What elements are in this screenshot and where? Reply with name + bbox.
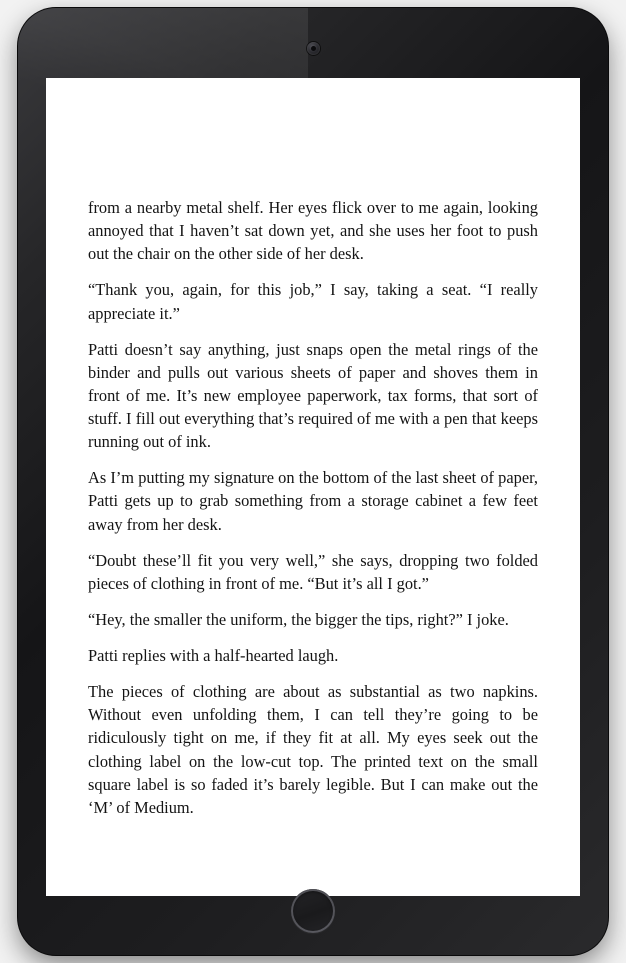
body-paragraph: As I’m putting my signature on the bottom of the last sheet of paper, Patti gets up to grab something from a storage cabinet a few feet away from her desk.	[88, 468, 538, 534]
body-paragraph: “Doubt these’ll fit you very well,” she says, dropping two folded pieces of clothing in front of me. “But it’s all I got.”	[88, 550, 538, 593]
home-button[interactable]	[291, 889, 335, 933]
body-paragraph: “Thank you, again, for this job,” I say, taking a seat. “I really appreciate it.”	[88, 280, 538, 323]
body-paragraph: Patti doesn’t say anything, just snaps open the metal rings of the binder and pulls out various sheets of paper and shoves them in front of me. It’s new employee paperwork, tax forms, that sort of stuff. I fill out everything that’s required of me with a pen that keeps running out of ink.	[88, 339, 538, 452]
tablet-device-frame	[18, 8, 608, 955]
body-paragraph: “Hey, the smaller the uniform, the bigger the tips, right?” I joke.	[88, 609, 509, 629]
reader-page[interactable]	[46, 78, 580, 896]
body-paragraph: from a nearby metal shelf. Her eyes flick over to me again, looking annoyed that I haven’t sat down yet, and she uses her foot to push out the chair on the other side of her desk.	[88, 198, 538, 264]
camera-icon	[307, 42, 320, 55]
camera-lens	[311, 46, 316, 51]
body-paragraph: Patti replies with a half-hearted laugh.	[88, 646, 339, 665]
body-paragraph: The pieces of clothing are about as substantial as two napkins. Without even unfolding them, I can tell they’re going to be ridiculously tight on me, if they fit at all. My eyes seek out the clothing label on the low-cut top. The printed text on the small square label is so faded it’s barely legible. But I can make out the ‘M’ of Medium.	[88, 682, 538, 817]
tablet-screen[interactable]	[46, 78, 580, 896]
